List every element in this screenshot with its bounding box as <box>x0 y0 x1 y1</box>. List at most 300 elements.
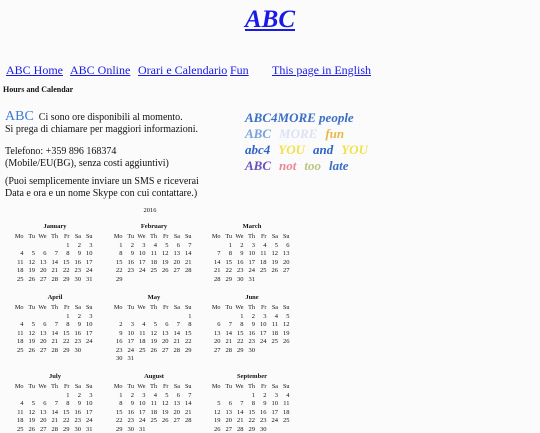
month-days <box>14 383 96 433</box>
day-cell: 28 <box>49 426 61 433</box>
day-cell: 21 <box>234 417 246 425</box>
day-cell: 15 <box>113 409 125 417</box>
day-cell: 6 <box>37 321 49 329</box>
weekday-header: Th <box>148 304 160 312</box>
logo-link[interactable]: ABC <box>245 6 295 33</box>
month-days <box>211 383 293 433</box>
day-cell: 15 <box>223 259 235 267</box>
weekday-header: Th <box>246 383 258 391</box>
slogan-word: YOU <box>341 142 368 157</box>
empty-day <box>148 313 160 321</box>
day-cell: 1 <box>234 313 246 321</box>
site-logo[interactable] <box>0 6 540 34</box>
day-cell: 7 <box>182 242 194 250</box>
day-cell: 23 <box>257 417 269 425</box>
day-cell: 9 <box>246 321 258 329</box>
day-cell: 12 <box>159 400 171 408</box>
day-cell: 13 <box>37 409 49 417</box>
day-cell: 25 <box>257 267 269 275</box>
empty-day <box>211 242 223 250</box>
empty-day <box>159 313 171 321</box>
slogan-row <box>245 158 376 174</box>
day-cell: 27 <box>37 347 49 355</box>
day-cell: 22 <box>234 338 246 346</box>
day-cell: 31 <box>83 426 95 433</box>
day-cell: 16 <box>125 259 137 267</box>
day-cell: 20 <box>171 409 183 417</box>
day-cell: 12 <box>280 321 292 329</box>
weekday-header: Sa <box>171 233 183 241</box>
month-name: July <box>14 373 96 380</box>
day-cell: 18 <box>280 409 292 417</box>
slogan-word: ABC <box>245 126 271 141</box>
day-cell: 16 <box>246 330 258 338</box>
weekday-header: Sa <box>72 383 84 391</box>
weekday-header: Su <box>280 304 292 312</box>
day-cell: 20 <box>171 259 183 267</box>
day-cell: 3 <box>269 392 281 400</box>
day-cell: 5 <box>26 250 38 258</box>
day-cell: 12 <box>26 409 38 417</box>
day-cell: 7 <box>223 321 235 329</box>
weekday-header: Mo <box>113 383 125 391</box>
slogan-word: late <box>329 158 349 173</box>
slogan-block <box>245 110 376 174</box>
month-days <box>14 233 96 283</box>
month-september <box>211 373 293 433</box>
day-cell: 28 <box>223 347 235 355</box>
weekday-header: Su <box>280 233 292 241</box>
day-cell: 7 <box>49 400 61 408</box>
day-cell: 5 <box>269 242 281 250</box>
month-days <box>14 304 96 354</box>
day-cell: 13 <box>211 330 223 338</box>
day-cell: 12 <box>211 409 223 417</box>
day-cell: 28 <box>182 267 194 275</box>
day-cell: 6 <box>37 400 49 408</box>
day-cell: 21 <box>49 417 61 425</box>
weekday-header: We <box>234 383 246 391</box>
weekday-header: Fr <box>257 304 269 312</box>
day-cell: 30 <box>246 347 258 355</box>
day-cell: 18 <box>148 409 160 417</box>
day-cell: 2 <box>72 392 84 400</box>
day-cell: 1 <box>113 392 125 400</box>
day-cell: 18 <box>14 338 26 346</box>
day-cell: 14 <box>171 330 183 338</box>
weekday-header: We <box>234 304 246 312</box>
month-name: March <box>211 223 293 230</box>
weekday-header: Tu <box>26 304 38 312</box>
empty-day <box>37 313 49 321</box>
weekday-header: Sa <box>171 383 183 391</box>
day-cell: 8 <box>223 250 235 258</box>
day-cell: 8 <box>182 321 194 329</box>
day-cell: 8 <box>246 400 258 408</box>
day-cell: 29 <box>246 426 258 433</box>
month-name: September <box>211 373 293 380</box>
day-cell: 17 <box>136 259 148 267</box>
day-cell: 4 <box>14 250 26 258</box>
day-cell: 22 <box>223 267 235 275</box>
day-cell: 17 <box>83 330 95 338</box>
day-cell: 24 <box>83 417 95 425</box>
day-cell: 19 <box>26 417 38 425</box>
day-cell: 25 <box>14 426 26 433</box>
day-cell: 21 <box>211 267 223 275</box>
day-cell: 10 <box>125 330 137 338</box>
empty-day <box>49 242 61 250</box>
day-cell: 18 <box>257 259 269 267</box>
day-cell: 30 <box>234 276 246 284</box>
day-cell: 5 <box>159 242 171 250</box>
day-cell: 14 <box>234 409 246 417</box>
day-cell: 19 <box>26 338 38 346</box>
month-days <box>113 383 195 433</box>
weekday-header: Tu <box>223 233 235 241</box>
sms-line-1: (Puoi semplicemente inviare un SMS e riceverai <box>5 176 199 187</box>
intro-brand: ABC <box>5 109 34 124</box>
day-cell: 29 <box>223 276 235 284</box>
day-cell: 10 <box>83 250 95 258</box>
day-cell: 20 <box>37 417 49 425</box>
day-cell: 8 <box>234 321 246 329</box>
slogan-word: MORE <box>279 126 317 141</box>
day-cell: 30 <box>72 347 84 355</box>
weekday-header: Th <box>148 233 160 241</box>
day-cell: 7 <box>182 392 194 400</box>
day-cell: 30 <box>72 276 84 284</box>
weekday-header: Fr <box>159 304 171 312</box>
day-cell: 26 <box>159 267 171 275</box>
day-cell: 6 <box>171 392 183 400</box>
weekday-header: Tu <box>26 233 38 241</box>
day-cell: 14 <box>223 330 235 338</box>
day-cell: 11 <box>269 321 281 329</box>
day-cell: 25 <box>14 276 26 284</box>
month-april <box>14 294 96 354</box>
day-cell: 29 <box>113 276 125 284</box>
day-cell: 16 <box>72 259 84 267</box>
day-cell: 11 <box>148 250 160 258</box>
slogan-word: too <box>304 158 321 173</box>
day-cell: 26 <box>26 276 38 284</box>
day-cell: 19 <box>269 259 281 267</box>
day-cell: 24 <box>83 267 95 275</box>
nav-link-fun[interactable]: Fun <box>230 63 249 78</box>
day-cell: 31 <box>136 426 148 433</box>
day-cell: 30 <box>257 426 269 433</box>
day-cell: 18 <box>14 417 26 425</box>
phone-line-1: Telefono: +359 896 168374 <box>5 146 116 157</box>
day-cell: 4 <box>280 392 292 400</box>
day-cell: 2 <box>113 321 125 329</box>
day-cell: 25 <box>269 338 281 346</box>
day-cell: 8 <box>60 321 72 329</box>
empty-day <box>113 313 125 321</box>
sms-line-2: Data e ora e un nome Skype con cui contattare.) <box>5 188 197 199</box>
day-cell: 21 <box>182 409 194 417</box>
day-cell: 2 <box>72 313 84 321</box>
day-cell: 20 <box>159 338 171 346</box>
day-cell: 27 <box>37 276 49 284</box>
weekday-header: Th <box>49 233 61 241</box>
day-cell: 15 <box>234 330 246 338</box>
day-cell: 11 <box>148 400 160 408</box>
day-cell: 23 <box>72 338 84 346</box>
day-cell: 17 <box>257 330 269 338</box>
slogan-word: abc4 <box>245 142 270 157</box>
day-cell: 26 <box>280 338 292 346</box>
day-cell: 28 <box>49 276 61 284</box>
weekday-header: Tu <box>125 304 137 312</box>
day-cell: 18 <box>136 338 148 346</box>
month-days <box>211 304 293 354</box>
empty-day <box>171 313 183 321</box>
month-may <box>113 294 195 363</box>
day-cell: 13 <box>171 250 183 258</box>
weekday-header: We <box>136 233 148 241</box>
day-cell: 20 <box>223 417 235 425</box>
day-cell: 12 <box>26 259 38 267</box>
day-cell: 15 <box>182 330 194 338</box>
day-cell: 28 <box>49 347 61 355</box>
nav-link-abc-online[interactable]: ABC Online <box>70 63 130 78</box>
phone-info <box>5 146 169 170</box>
day-cell: 22 <box>60 417 72 425</box>
day-cell: 9 <box>257 400 269 408</box>
day-cell: 1 <box>246 392 258 400</box>
weekday-header: Sa <box>269 233 281 241</box>
weekday-header: Fr <box>60 304 72 312</box>
weekday-header: Tu <box>26 383 38 391</box>
day-cell: 19 <box>26 267 38 275</box>
day-cell: 10 <box>257 321 269 329</box>
day-cell: 15 <box>60 330 72 338</box>
day-cell: 21 <box>171 338 183 346</box>
month-january <box>14 223 96 283</box>
day-cell: 7 <box>211 250 223 258</box>
day-cell: 14 <box>211 259 223 267</box>
weekday-header: Sa <box>72 233 84 241</box>
empty-day <box>26 313 38 321</box>
empty-day <box>37 392 49 400</box>
day-cell: 1 <box>60 392 72 400</box>
weekday-header: Mo <box>113 304 125 312</box>
month-days <box>113 304 195 363</box>
day-cell: 3 <box>136 242 148 250</box>
day-cell: 11 <box>280 400 292 408</box>
day-cell: 22 <box>113 417 125 425</box>
day-cell: 4 <box>148 392 160 400</box>
day-cell: 14 <box>182 250 194 258</box>
weekday-header: We <box>136 304 148 312</box>
weekday-header: Th <box>49 383 61 391</box>
day-cell: 26 <box>211 426 223 433</box>
day-cell: 14 <box>49 409 61 417</box>
day-cell: 22 <box>60 338 72 346</box>
day-cell: 23 <box>125 267 137 275</box>
day-cell: 16 <box>257 409 269 417</box>
month-days <box>211 233 293 283</box>
day-cell: 1 <box>60 242 72 250</box>
day-cell: 28 <box>211 276 223 284</box>
day-cell: 14 <box>182 400 194 408</box>
day-cell: 5 <box>26 321 38 329</box>
month-june <box>211 294 293 354</box>
day-cell: 24 <box>269 417 281 425</box>
empty-day <box>211 392 223 400</box>
weekday-header: Su <box>280 383 292 391</box>
weekday-header: We <box>37 383 49 391</box>
weekday-header: Th <box>49 304 61 312</box>
empty-day <box>223 313 235 321</box>
day-cell: 17 <box>136 409 148 417</box>
weekday-header: Tu <box>125 383 137 391</box>
day-cell: 1 <box>113 242 125 250</box>
month-august <box>113 373 195 433</box>
day-cell: 20 <box>211 338 223 346</box>
day-cell: 11 <box>136 330 148 338</box>
day-cell: 27 <box>171 417 183 425</box>
day-cell: 14 <box>49 259 61 267</box>
day-cell: 10 <box>136 250 148 258</box>
day-cell: 23 <box>72 267 84 275</box>
day-cell: 22 <box>113 267 125 275</box>
day-cell: 16 <box>234 259 246 267</box>
phone-line-2: (Mobile/EU(BG), senza costi aggiuntivi) <box>5 158 169 169</box>
day-cell: 2 <box>246 313 258 321</box>
day-cell: 30 <box>113 355 125 363</box>
day-cell: 7 <box>234 400 246 408</box>
day-cell: 27 <box>223 426 235 433</box>
day-cell: 25 <box>148 417 160 425</box>
day-cell: 3 <box>83 313 95 321</box>
day-cell: 29 <box>182 347 194 355</box>
day-cell: 5 <box>159 392 171 400</box>
day-cell: 26 <box>26 347 38 355</box>
day-cell: 7 <box>49 250 61 258</box>
nav-link-abc-home[interactable]: ABC Home <box>6 63 63 78</box>
day-cell: 3 <box>257 313 269 321</box>
day-cell: 16 <box>113 338 125 346</box>
day-cell: 11 <box>14 259 26 267</box>
day-cell: 19 <box>159 409 171 417</box>
day-cell: 11 <box>14 330 26 338</box>
day-cell: 9 <box>125 250 137 258</box>
weekday-header: Sa <box>72 304 84 312</box>
day-cell: 15 <box>60 409 72 417</box>
slogan-word: ABC4MORE people <box>245 110 354 125</box>
day-cell: 27 <box>37 426 49 433</box>
day-cell: 13 <box>280 250 292 258</box>
slogan-word: ABC <box>245 158 271 173</box>
empty-day <box>49 313 61 321</box>
day-cell: 21 <box>49 338 61 346</box>
day-cell: 9 <box>234 250 246 258</box>
day-cell: 27 <box>159 347 171 355</box>
day-cell: 5 <box>26 400 38 408</box>
day-cell: 16 <box>125 409 137 417</box>
weekday-header: We <box>37 304 49 312</box>
nav-link-this-page-in-english[interactable]: This page in English <box>272 63 371 78</box>
day-cell: 19 <box>159 259 171 267</box>
weekday-header: Su <box>182 304 194 312</box>
day-cell: 25 <box>136 347 148 355</box>
weekday-header: Sa <box>269 304 281 312</box>
day-cell: 24 <box>246 267 258 275</box>
empty-day <box>14 242 26 250</box>
day-cell: 31 <box>83 276 95 284</box>
slogan-word: fun <box>325 126 344 141</box>
day-cell: 5 <box>148 321 160 329</box>
day-cell: 3 <box>83 242 95 250</box>
day-cell: 19 <box>148 338 160 346</box>
empty-day <box>14 392 26 400</box>
weekday-header: Fr <box>257 233 269 241</box>
day-cell: 3 <box>83 392 95 400</box>
weekday-header: Mo <box>14 383 26 391</box>
month-july <box>14 373 96 433</box>
day-cell: 24 <box>83 338 95 346</box>
weekday-header: Tu <box>125 233 137 241</box>
month-name: February <box>113 223 195 230</box>
day-cell: 16 <box>72 330 84 338</box>
day-cell: 7 <box>49 321 61 329</box>
weekday-header: Mo <box>211 233 223 241</box>
day-cell: 19 <box>280 330 292 338</box>
calendar-year: 2016 <box>0 207 300 214</box>
day-cell: 31 <box>246 276 258 284</box>
weekday-header: Su <box>182 233 194 241</box>
day-cell: 20 <box>280 259 292 267</box>
day-cell: 3 <box>125 321 137 329</box>
day-cell: 13 <box>37 330 49 338</box>
day-cell: 31 <box>125 355 137 363</box>
weekday-header: Tu <box>223 304 235 312</box>
weekday-header: Mo <box>14 304 26 312</box>
day-cell: 23 <box>234 267 246 275</box>
day-cell: 8 <box>113 250 125 258</box>
day-cell: 19 <box>211 417 223 425</box>
day-cell: 21 <box>182 259 194 267</box>
day-cell: 11 <box>257 250 269 258</box>
day-cell: 4 <box>136 321 148 329</box>
weekday-header: Fr <box>257 383 269 391</box>
day-cell: 15 <box>60 259 72 267</box>
day-cell: 16 <box>72 409 84 417</box>
day-cell: 29 <box>60 276 72 284</box>
month-name: May <box>113 294 195 301</box>
day-cell: 15 <box>113 259 125 267</box>
day-cell: 13 <box>159 330 171 338</box>
weekday-header: Mo <box>113 233 125 241</box>
nav-link-orari-e-calendario[interactable]: Orari e Calendario <box>138 63 227 78</box>
weekday-header: Su <box>83 304 95 312</box>
day-cell: 6 <box>280 242 292 250</box>
day-cell: 1 <box>182 313 194 321</box>
day-cell: 6 <box>171 242 183 250</box>
day-cell: 30 <box>72 426 84 433</box>
day-cell: 20 <box>37 338 49 346</box>
day-cell: 17 <box>269 409 281 417</box>
day-cell: 4 <box>269 313 281 321</box>
slogan-word: not <box>279 158 296 173</box>
day-cell: 2 <box>257 392 269 400</box>
day-cell: 24 <box>257 338 269 346</box>
day-cell: 20 <box>37 267 49 275</box>
weekday-header: We <box>234 233 246 241</box>
